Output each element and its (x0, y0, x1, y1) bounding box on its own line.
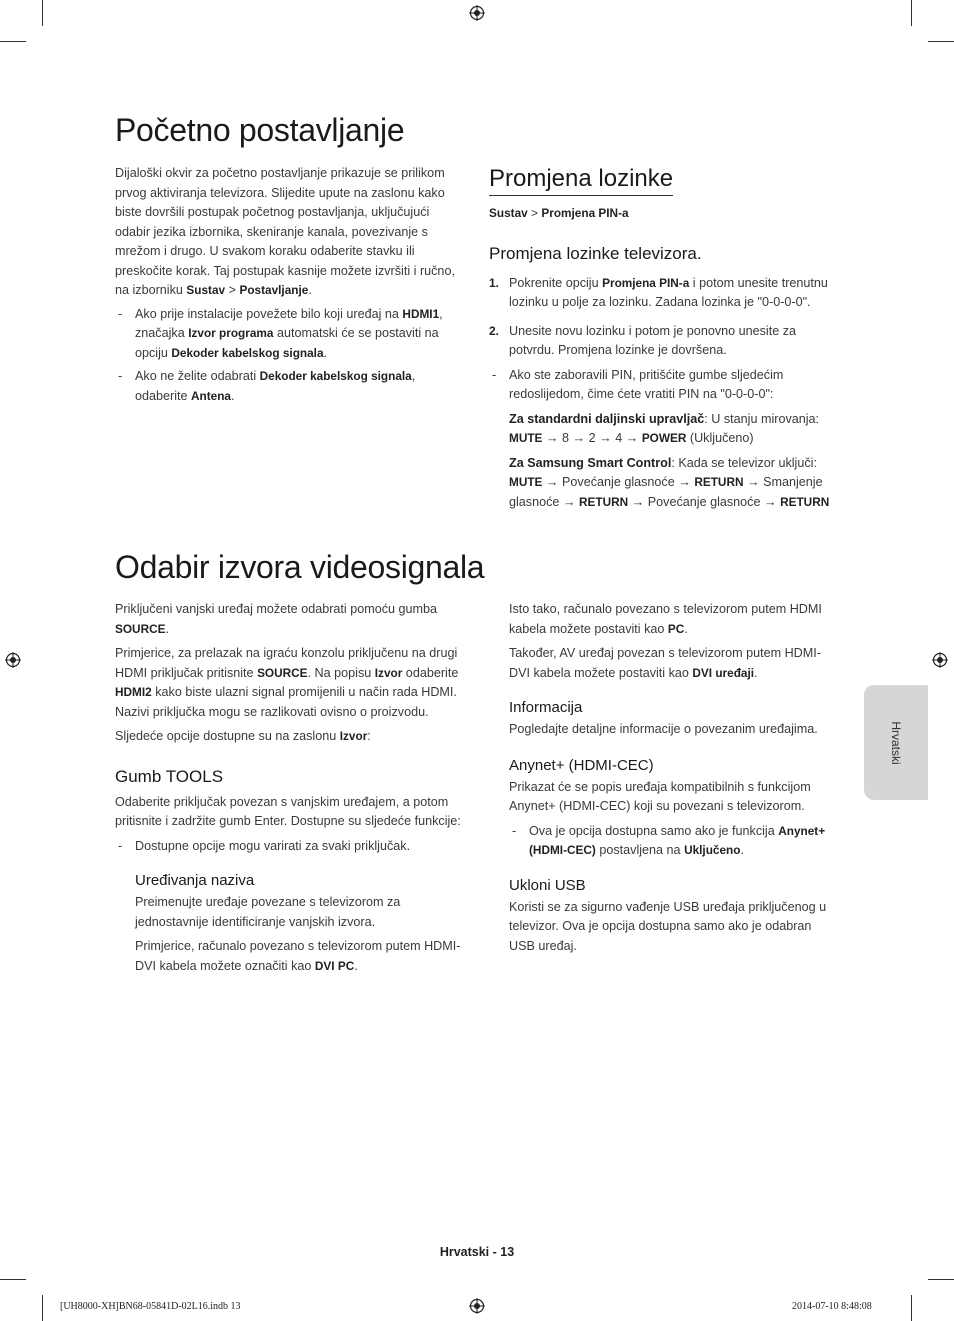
password-change-section (489, 165, 839, 512)
initial-setup-note: - Ako prije instalacije povežete bilo koji uređaj na HDMI1, značajka Izvor programa automatski će se postaviti na opciju Dekoder kabelskog signala. (115, 305, 460, 364)
step-text: Pokrenite opciju Promjena PIN-a i potom unesite trenutnu lozinku u polje za lozinku. Zadana lozinka je "0-0-0-0". (509, 275, 828, 309)
tools-title: Gumb TOOLS (115, 766, 224, 786)
ui-term: Dekoder kabelskog signala (259, 369, 412, 383)
forgot-pin-note: - Ako ste zaboravili PIN, pritišćite gumbe sljedećim redoslijedom, čime ćete vratiti PIN na "0-0-0-0": (489, 366, 839, 405)
ui-term: DVI uređaji (692, 665, 755, 680)
anynet-note: - Ova je opcija dostupna samo ako je funkcija Anynet+ (HDMI-CEC) postavljena na Uključeno. (509, 822, 839, 861)
source-p3: Sljedeće opcije dostupne su na zaslonu Izvor: (115, 729, 371, 743)
ui-term: Anynet+ (HDMI-CEC) (529, 823, 826, 857)
crop-mark (42, 1295, 43, 1321)
registration-mark-icon (5, 652, 21, 668)
page-title-source: Odabir izvora videosignala (115, 549, 485, 585)
tools-note: - Dostupne opcije mogu varirati za svaki priključak. (115, 837, 465, 857)
step-number: 1. (489, 275, 500, 290)
crop-mark (0, 1279, 26, 1280)
source-p2: Primjerice, za prelazak na igraću konzolu priključenu na drugi HDMI priključak pritisnite SOURCE. Na popisu Izvor odaberite HDMI2 kako biste ulazni signal promijenili u način rada HDMI. Nazivi priključka mogu se razlikovati ovisno o proizvodu. (115, 646, 459, 719)
source-left-column (115, 600, 465, 976)
usb-description: Koristi se za sigurno vađenje USB uređaja priključenog u televizor. Ova je opcija dostupna samo ako je odabran USB uređaj. (509, 899, 827, 953)
registration-mark-icon (469, 1298, 485, 1314)
emphasis-label: Za standardni daljinski upravljač (509, 411, 705, 426)
ui-term: Sustav (489, 206, 528, 220)
password-change-subtitle: Promjena lozinke televizora. (489, 243, 702, 263)
ui-term: Antena (191, 388, 231, 403)
usb-title: Ukloni USB (509, 876, 586, 894)
print-timestamp: 2014-07-10 8:48:08 (792, 1301, 872, 1312)
ui-term: Izvor programa (188, 326, 274, 340)
ui-term: MUTE (509, 475, 543, 489)
step-2 (489, 322, 839, 361)
crop-mark (0, 41, 26, 42)
crop-mark (928, 41, 954, 42)
ui-term: Dekoder kabelskog signala (171, 345, 324, 360)
page-title-initial-setup: Početno postavljanje (115, 112, 405, 148)
print-file-info: [UH8000-XH]BN68-05841D-02L16.indb 13 (60, 1301, 241, 1312)
ui-term: MUTE (509, 431, 543, 445)
ui-term: PC (667, 621, 685, 636)
ui-term: Izvor (374, 665, 403, 680)
initial-setup-note: - Ako ne želite odabrati Dekoder kabelskog signala, odaberite Antena. (115, 367, 460, 406)
initial-setup-intro: Dijaloški okvir za početno postavljanje prikazuje se prilikom prvog aktiviranja televizora. Slijedite upute na zaslonu kako biste dovršili postupak početnog postavljanja, uključujući odabir jezika izbornika, skeniranje kanala, povezivanje s mrežom i drugo. U svakom koraku odaberite stavku ili preskočite korak. Taj postupak kasnije možete izvršiti i ručno, na izborniku Sustav > Postavljanje. (115, 166, 455, 297)
password-change-title: Promjena lozinke (489, 165, 673, 196)
breadcrumb: Sustav > Promjena PIN-a (489, 206, 629, 220)
ui-term: Izvor (339, 729, 368, 743)
initial-setup-body (115, 164, 460, 406)
ui-term: HDMI2 (115, 685, 152, 699)
registration-mark-icon (932, 652, 948, 668)
emphasis-label: Za Samsung Smart Control (509, 455, 672, 470)
step-1 (489, 274, 839, 313)
rename-title: Uređivanja naziva (135, 872, 255, 889)
ui-term: Promjena PIN-a (602, 275, 690, 290)
step-text: Unesite novu lozinku i potom je ponovno unesite za potvrdu. Promjena lozinke je dovršena. (509, 323, 797, 357)
ui-term: RETURN (780, 494, 830, 509)
info-description: Pogledajte detaljne informacije o povezanim uređajima. (509, 722, 818, 736)
ui-term: RETURN (694, 475, 744, 489)
language-side-tab-label: Hrvatski (889, 720, 903, 765)
crop-mark (928, 1279, 954, 1280)
registration-mark-icon (469, 5, 485, 21)
ui-term: Uključeno (684, 843, 741, 857)
ui-term: SOURCE (257, 665, 308, 680)
ui-term: DVI PC (314, 958, 355, 973)
crop-mark (911, 1295, 912, 1321)
page-number: Hrvatski - 13 (439, 1245, 515, 1259)
source-right-p2: Također, AV uređaj povezan s televizorom putem HDMI-DVI kabela možete postaviti kao DVI uređaji. (509, 646, 821, 680)
crop-mark (42, 0, 43, 26)
rename-p1: Preimenujte uređaje povezane s televizorom za jednostavnije identificiranje vanjskih izvora. (135, 895, 401, 929)
rename-block (115, 872, 465, 976)
ui-term: Promjena PIN-a (541, 206, 629, 220)
language-side-tab (864, 685, 928, 800)
ui-term: Sustav (186, 283, 226, 297)
rename-p2: Primjerice, računalo povezano s televizorom putem HDMI-DVI kabela možete označiti kao DVI PC. (135, 939, 461, 973)
source-p1: Priključeni vanjski uređaj možete odabrati pomoću gumba SOURCE. (115, 602, 438, 636)
anynet-description: Prikazat će se popis uređaja kompatibilnih s funkcijom Anynet+ (HDMI-CEC) koji su povezani s televizorom. (509, 779, 811, 813)
source-right-column (509, 600, 839, 956)
source-right-p1: Isto tako, računalo povezano s televizorom putem HDMI kabela možete postaviti kao PC. (509, 602, 822, 636)
crop-mark (911, 0, 912, 26)
remote-standard: Za standardni daljinski upravljač: U stanju mirovanja: MUTE → 8 → 2 → 4 → POWER (Uključeno) (509, 411, 820, 445)
ui-term: POWER (641, 431, 687, 445)
step-number: 2. (489, 323, 500, 338)
ui-term: Postavljanje (239, 283, 309, 297)
remote-smart-control: Za Samsung Smart Control: Kada se televizor uključi: MUTE → Povećanje glasnoće → RETURN → Smanjenje glasnoće → RETURN → Povećanje glasnoće → RETURN (509, 455, 830, 509)
info-title: Informacija (509, 699, 583, 716)
tools-description: Odaberite priključak povezan s vanjskim uređajem, a potom pritisnite i zadržite gumb Enter. Dostupne su sljedeće funkcije: (115, 794, 461, 828)
ui-term: RETURN (579, 494, 629, 509)
ui-term: HDMI1 (402, 306, 440, 321)
ui-term: SOURCE (115, 621, 166, 636)
anynet-title: Anynet+ (HDMI-CEC) (509, 756, 654, 774)
